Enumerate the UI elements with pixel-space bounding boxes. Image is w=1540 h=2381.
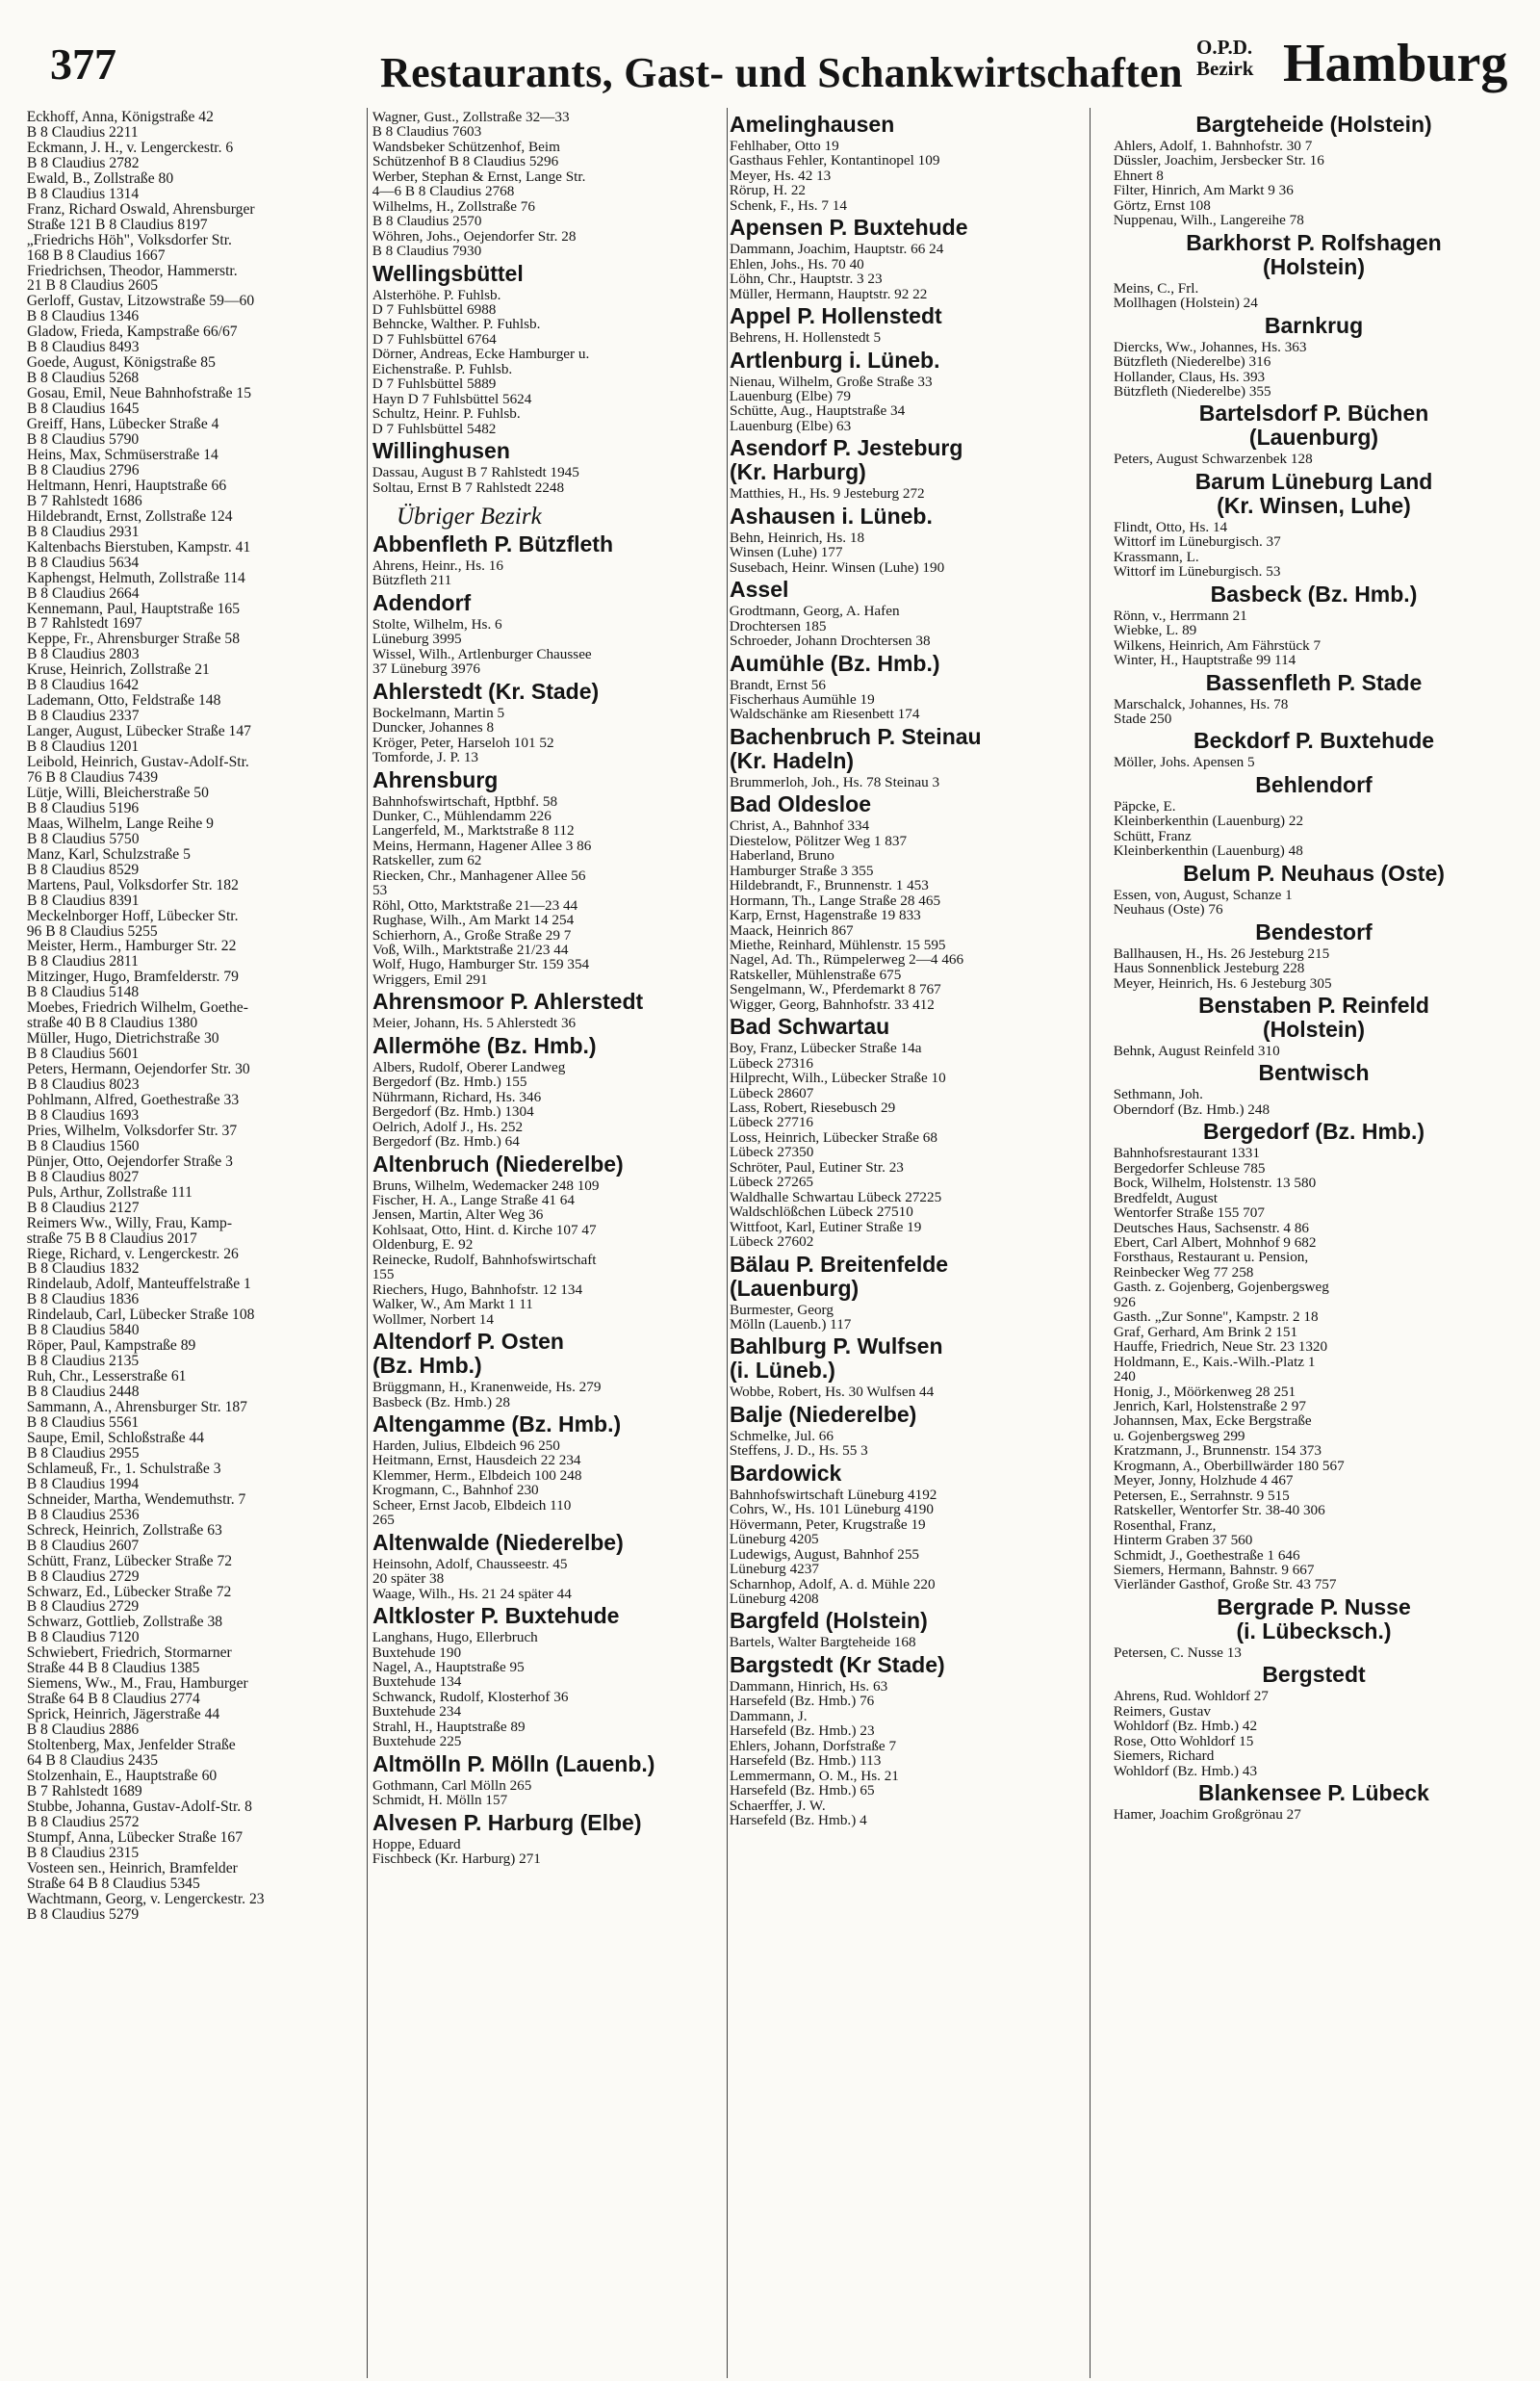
directory-entry: Pries, Wilhelm, Volksdorfer Str. 37 B 8 Claudius 1560: [27, 1122, 238, 1154]
page-header: [0, 0, 1540, 108]
directory-entry: Wiebke, L. 89: [1114, 622, 1197, 639]
directory-entry: Krogmann, A., Oberbillwärder 180 567: [1114, 1457, 1345, 1474]
place-heading: Artlenburg i. Lüneb.: [730, 347, 940, 373]
directory-entry: Nuppenau, Wilh., Langereihe 78: [1114, 212, 1304, 229]
directory-entry: Sengelmann, W., Pferdemarkt 8 767: [730, 981, 941, 998]
directory-entry: Ahlers, Adolf, 1. Bahnhofstr. 30 7: [1114, 138, 1313, 154]
directory-entry: Ratskeller, Wentorfer Str. 38-40 306: [1114, 1502, 1325, 1519]
directory-entry: Ratskeller, Mühlenstraße 675: [730, 966, 902, 983]
directory-entry: „Friedrichs Höh", Volksdorfer Str. 168 B 8 Claudius 1667: [27, 231, 232, 264]
directory-entry: Rönn, v., Herrmann 21: [1114, 607, 1247, 624]
directory-entry: Rörup, H. 22: [730, 182, 807, 199]
place-heading: Barnkrug: [1264, 312, 1364, 338]
directory-entry: Langerfeld, M., Marktstraße 8 112: [372, 822, 575, 840]
directory-entry: Krassmann, L. Wittorf im Lüneburgisch. 53: [1114, 548, 1281, 581]
directory-entry: Dörner, Andreas, Ecke Hamburger u. Eichenstraße. P. Fuhlsb. D 7 Fuhlsbüttel 5889: [372, 346, 590, 393]
directory-entry: Bruns, Wilhelm, Wedemacker 248 109: [372, 1177, 600, 1194]
directory-entry: Wobbe, Robert, Hs. 30 Wulfsen 44: [730, 1384, 935, 1401]
directory-entry: Vosteen sen., Heinrich, Bramfelder Straße 64 B 8 Claudius 5345: [27, 1859, 238, 1892]
directory-entry: Meier, Johann, Hs. 5 Ahlerstedt 36: [372, 1015, 577, 1032]
directory-entry: Schütt, Franz Kleinberkenthin (Lauenburg) 48: [1114, 827, 1303, 860]
place-heading: Bergrade P. Nusse (i. Lübecksch.): [1217, 1593, 1411, 1643]
directory-entry: Stoltenberg, Max, Jenfelder Straße 64 B 8 Claudius 2435: [27, 1737, 236, 1769]
directory-entry: Ehlen, Johs., Hs. 70 40: [730, 255, 864, 272]
directory-entry: Schmidt, H. Mölln 157: [372, 1792, 508, 1809]
directory-entry: Miethe, Reinhard, Mühlenstr. 15 595: [730, 936, 946, 953]
place-heading: Altmölln P. Mölln (Lauenb.): [372, 1750, 655, 1776]
directory-column-4: [1114, 110, 1514, 1823]
directory-entry: Siemers, Richard Wohldorf (Bz. Hmb.) 43: [1114, 1747, 1258, 1779]
directory-entry: Riechers, Hugo, Bahnhofstr. 12 134: [372, 1281, 583, 1298]
directory-entry: Nienau, Wilhelm, Große Straße 33 Lauenburg (Elbe) 79: [730, 373, 933, 404]
directory-entry: Schneider, Martha, Wendemuthstr. 7 B 8 Claudius 2536: [27, 1490, 246, 1523]
directory-entry: Behn, Heinrich, Hs. 18 Winsen (Luhe) 177: [730, 529, 865, 561]
directory-column-3: [730, 110, 1079, 1827]
place-heading: Barum Lüneburg Land (Kr. Winsen, Luhe): [1194, 468, 1433, 518]
directory-entry: Behnk, August Reinfeld 310: [1114, 1042, 1280, 1059]
directory-entry: Hildebrandt, F., Brunnenstr. 1 453: [730, 877, 929, 894]
directory-entry: Leibold, Heinrich, Gustav-Adolf-Str. 76 B 8 Claudius 7439: [27, 754, 249, 786]
place-heading: Beckdorf P. Buxtehude: [1193, 728, 1435, 754]
directory-entry: Görtz, Ernst 108: [1114, 196, 1211, 214]
directory-entry: Brüggmann, H., Kranenweide, Hs. 279 Basbeck (Bz. Hmb.) 28: [372, 1379, 602, 1410]
directory-entry: Petersen, E., Serrahnstr. 9 515: [1114, 1487, 1290, 1504]
directory-entry: Klemmer, Herm., Elbdeich 100 248: [372, 1466, 582, 1484]
directory-entry: Nagel, A., Hauptstraße 95 Buxtehude 134: [372, 1658, 525, 1691]
directory-entry: Kaltenbachs Bierstuben, Kampstr. 41 B 8 Claudius 5634: [27, 538, 251, 571]
directory-entry: Scharnhop, Adolf, A. d. Mühle 220 Lüneburg 4208: [730, 1575, 936, 1607]
place-heading: Abbenfleth P. Bützfleth: [372, 531, 614, 556]
place-heading: Appel P. Hollenstedt: [730, 303, 942, 329]
place-heading: Basbeck (Bz. Hmb.): [1210, 581, 1418, 607]
directory-entry: Grodtmann, Georg, A. Hafen Drochtersen 185: [730, 603, 900, 634]
directory-entry: Schultz, Heinr. P. Fuhlsb. D 7 Fuhlsbüttel 5482: [372, 405, 521, 437]
directory-entry: Wilkens, Heinrich, Am Fährstück 7: [1114, 636, 1322, 654]
place-heading: Blankensee P. Lübeck: [1198, 1780, 1429, 1806]
page-number: 377: [50, 39, 116, 89]
directory-entry: Hollander, Claus, Hs. 393 Bützfleth (Niederelbe) 355: [1114, 368, 1271, 400]
directory-entry: Walker, W., Am Markt 1 11: [372, 1296, 533, 1313]
directory-entry: Tomforde, J. P. 13: [372, 749, 479, 766]
directory-entry: Wilhelms, H., Zollstraße 76 B 8 Claudius 2570: [372, 197, 535, 230]
directory-entry: Johannsen, Max, Ecke Bergstraße u. Gojenbergsweg 299: [1114, 1412, 1312, 1444]
directory-entry: Harden, Julius, Elbdeich 96 250: [372, 1437, 560, 1454]
directory-entry: Langhans, Hugo, Ellerbruch Buxtehude 190: [372, 1629, 538, 1661]
directory-entry: Hildebrandt, Ernst, Zollstraße 124 B 8 Claudius 2931: [27, 507, 233, 540]
directory-entry: Meins, Hermann, Hagener Allee 3 86: [372, 837, 592, 854]
directory-entry: Heinsohn, Adolf, Chausseestr. 45 20 später 38: [372, 1555, 568, 1588]
place-heading: Ahrensburg: [372, 766, 499, 792]
directory-entry: Bergedorfer Schleuse 785: [1114, 1159, 1266, 1177]
directory-entry: Wittfoot, Karl, Eutiner Straße 19 Lübeck 27602: [730, 1218, 922, 1251]
place-heading: Altenwalde (Niederelbe): [372, 1529, 624, 1555]
directory-entry: Ahrens, Rud. Wohldorf 27: [1114, 1688, 1269, 1705]
directory-entry: Lütje, Willi, Bleicherstraße 50 B 8 Claudius 5196: [27, 784, 209, 816]
place-heading: Bad Oldesloe: [730, 791, 871, 817]
place-heading: Assel: [730, 577, 789, 603]
directory-column-1: [27, 110, 362, 1922]
directory-entry: Schreck, Heinrich, Zollstraße 63 B 8 Claudius 2607: [27, 1521, 222, 1554]
directory-entry: Rindelaub, Adolf, Manteuffelstraße 1 B 8 Claudius 1836: [27, 1276, 251, 1308]
directory-entry: Strahl, H., Hauptstraße 89 Buxtehude 225: [372, 1718, 526, 1750]
directory-entry: Franz, Richard Oswald, Ahrensburger Straße 121 B 8 Claudius 8197: [27, 200, 255, 233]
directory-entry: Dammann, J. Harsefeld (Bz. Hmb.) 23: [730, 1707, 875, 1740]
directory-entry: Behrens, H. Hollenstedt 5: [730, 329, 882, 347]
directory-entry: Goede, August, Königstraße 85 B 8 Claudius 5268: [27, 354, 216, 387]
directory-entry: Marschalck, Johannes, Hs. 78 Stade 250: [1114, 695, 1289, 727]
place-heading: Bahlburg P. Wulfsen (i. Lüneb.): [730, 1333, 943, 1384]
directory-entry: Bahnhofswirtschaft Lüneburg 4192: [730, 1486, 937, 1503]
place-heading: Bardowick: [730, 1460, 842, 1486]
directory-entry: Siemers, Hermann, Bahnstr. 9 667: [1114, 1562, 1315, 1578]
directory-entry: Reimers, Gustav Wohldorf (Bz. Hmb.) 42: [1114, 1702, 1258, 1735]
directory-entry: Manz, Karl, Schulzstraße 5 B 8 Claudius 8529: [27, 845, 191, 878]
directory-entry: Jenrich, Karl, Holstenstraße 2 97: [1114, 1398, 1306, 1415]
directory-entry: Maas, Wilhelm, Lange Reihe 9 B 8 Claudius 5750: [27, 815, 214, 847]
directory-entry: Behncke, Walther. P. Fuhlsb. D 7 Fuhlsbüttel 6764: [372, 316, 541, 348]
directory-entry: Werber, Stephan & Ernst, Lange Str. 4—6 B 8 Claudius 2768: [372, 168, 586, 200]
directory-entry: Dassau, August B 7 Rahlstedt 1945: [372, 464, 579, 481]
directory-entry: Albers, Rudolf, Oberer Landweg Bergedorf (Bz. Hmb.) 155: [372, 1058, 566, 1091]
directory-entry: Bock, Wilhelm, Holstenstr. 13 580: [1114, 1175, 1317, 1192]
directory-entry: Waage, Wilh., Hs. 21 24 später 44: [372, 1585, 572, 1602]
directory-entry: Filter, Hinrich, Am Markt 9 36: [1114, 182, 1294, 199]
directory-entry: Haus Sonnenblick Jesteburg 228: [1114, 960, 1305, 977]
place-heading: Asendorf P. Jesteburg (Kr. Harburg): [730, 435, 963, 485]
directory-entry: Petersen, C. Nusse 13: [1114, 1643, 1242, 1661]
directory-entry: Cohrs, W., Hs. 101 Lüneburg 4190: [730, 1501, 934, 1518]
place-heading: Balje (Niederelbe): [730, 1401, 917, 1427]
directory-entry: Saupe, Emil, Schloßstraße 44 B 8 Claudius 2955: [27, 1429, 205, 1462]
directory-entry: Kratzmann, J., Brunnenstr. 154 373: [1114, 1442, 1322, 1460]
directory-entry: Bartels, Walter Bargteheide 168: [730, 1634, 916, 1651]
directory-entry: Meckelnborger Hoff, Lübecker Str. 96 B 8 Claudius 5255: [27, 907, 239, 940]
directory-entry: Puls, Arthur, Zollstraße 111 B 8 Claudius 2127: [27, 1183, 192, 1216]
directory-entry: Reimers Ww., Willy, Frau, Kamp- straße 75 B 8 Claudius 2017: [27, 1214, 233, 1247]
directory-entry: Peters, Hermann, Oejendorfer Str. 30 B 8 Claudius 8023: [27, 1061, 250, 1094]
opd-abbrev: O.P.D.: [1196, 36, 1253, 59]
column-rule: [727, 108, 728, 2378]
directory-entry: Heltmann, Henri, Hauptstraße 66 B 7 Rahlstedt 1686: [27, 477, 227, 509]
directory-entry: Nagel, Ad. Th., Rümpelerweg 2—4 466: [730, 951, 964, 969]
directory-entry: Wigger, Georg, Bahnhofstr. 33 412: [730, 996, 935, 1013]
place-heading: Altenbruch (Niederelbe): [372, 1151, 624, 1177]
directory-entry: Bockelmann, Martin 5: [372, 704, 505, 721]
directory-entry: Hamer, Joachim Großgrönau 27: [1114, 1806, 1301, 1823]
directory-entry: Nührmann, Richard, Hs. 346 Bergedorf (Bz. Hmb.) 1304: [372, 1088, 542, 1121]
directory-entry: Rose, Otto Wohldorf 15: [1114, 1732, 1254, 1749]
directory-entry: Stumpf, Anna, Lübecker Straße 167 B 8 Claudius 2315: [27, 1828, 244, 1861]
directory-entry: Forsthaus, Restaurant u. Pension, Reinbecker Weg 77 258: [1114, 1249, 1309, 1281]
place-heading: Ahlerstedt (Kr. Stade): [372, 678, 600, 704]
directory-entry: Gerloff, Gustav, Litzowstraße 59—60 B 8 Claudius 1346: [27, 293, 255, 325]
place-heading: Apensen P. Buxtehude: [730, 215, 968, 241]
directory-entry: Meyer, Jonny, Holzhude 4 467: [1114, 1472, 1294, 1489]
directory-entry: Eckhoff, Anna, Königstraße 42 B 8 Claudius 2211: [27, 110, 214, 141]
place-heading: Wellingsbüttel: [372, 260, 524, 286]
directory-entry: Hilprecht, Wilh., Lübecker Straße 10 Lübeck 28607: [730, 1070, 946, 1101]
directory-entry: Waldhalle Schwartau Lübeck 27225: [730, 1188, 942, 1205]
directory-entry: Jensen, Martin, Alter Weg 36: [372, 1206, 544, 1224]
directory-entry: Hövermann, Peter, Krugstraße 19 Lüneburg 4205: [730, 1515, 926, 1548]
directory-entry: Krogmann, C., Bahnhof 230: [372, 1482, 539, 1499]
directory-entry: Duncker, Johannes 8: [372, 719, 495, 737]
directory-entry: Essen, von, August, Schanze 1 Neuhaus (Oste) 76: [1114, 886, 1293, 919]
place-heading: Bargteheide (Holstein): [1195, 112, 1432, 137]
directory-entry: Kennemann, Paul, Hauptstraße 165 B 7 Rahlstedt 1697: [27, 600, 240, 633]
directory-entry: Flindt, Otto, Hs. 14 Wittorf im Lüneburgisch. 37: [1114, 518, 1281, 551]
directory-entry: Meister, Herm., Hamburger Str. 22 B 8 Claudius 2811: [27, 938, 237, 971]
directory-entry: Rosenthal, Franz, Hinterm Graben 37 560: [1114, 1516, 1253, 1549]
directory-entry: Bahnhofswirtschaft, Hptbhf. 58: [372, 792, 558, 810]
directory-entry: Matthies, H., Hs. 9 Jesteburg 272: [730, 485, 925, 503]
directory-entry: Martens, Paul, Volksdorfer Str. 182 B 8 Claudius 8391: [27, 876, 239, 909]
directory-entry: Fischer, H. A., Lange Straße 41 64: [372, 1192, 575, 1209]
directory-entry: Ruh, Chr., Lesserstraße 61 B 8 Claudius 2448: [27, 1368, 187, 1401]
place-heading: Ahrensmoor P. Ahlerstedt: [372, 989, 644, 1015]
directory-entry: Kruse, Heinrich, Zollstraße 21 B 8 Claudius 1642: [27, 661, 210, 694]
place-heading: Adendorf: [372, 589, 472, 615]
directory-entry: Loss, Heinrich, Lübecker Straße 68 Lübeck 27350: [730, 1128, 937, 1161]
directory-entry: Meyer, Heinrich, Hs. 6 Jesteburg 305: [1114, 974, 1332, 992]
directory-entry: Rindelaub, Carl, Lübecker Straße 108 B 8 Claudius 5840: [27, 1307, 255, 1339]
directory-entry: Schlameuß, Fr., 1. Schulstraße 3 B 8 Claudius 1994: [27, 1460, 221, 1492]
directory-entry: Ewald, B., Zollstraße 80 B 8 Claudius 1314: [27, 169, 174, 202]
directory-entry: Bahnhofsrestaurant 1331: [1114, 1145, 1260, 1162]
directory-entry: Greiff, Hans, Lübecker Straße 4 B 8 Claudius 5790: [27, 416, 219, 449]
directory-entry: Langer, August, Lübecker Straße 147 B 8 Claudius 1201: [27, 723, 251, 756]
directory-entry: Brummerloh, Joh., Hs. 78 Steinau 3: [730, 773, 940, 790]
directory-entry: Waldschänke am Riesenbett 174: [730, 706, 920, 723]
directory-entry: Fischerhaus Aumühle 19: [730, 690, 875, 708]
directory-entry: Meyer, Hs. 42 13: [730, 167, 832, 184]
directory-entry: Ahrens, Heinr., Hs. 16 Bützfleth 211: [372, 556, 503, 589]
directory-entry: Heins, Max, Schmüserstraße 14 B 8 Claudius 2796: [27, 446, 218, 479]
directory-entry: Schwiebert, Friedrich, Stormarner Straße 44 B 8 Claudius 1385: [27, 1644, 232, 1677]
directory-entry: Ballhausen, H., Hs. 26 Jesteburg 215: [1114, 945, 1330, 962]
directory-entry: Burmester, Georg Mölln (Lauenb.) 117: [730, 1301, 852, 1333]
directory-entry: Dunker, C., Mühlendamm 226: [372, 807, 552, 824]
place-heading: Willinghusen: [372, 438, 510, 464]
column-rule: [1090, 108, 1091, 2378]
place-heading: Ashausen i. Lüneb.: [730, 503, 933, 529]
place-heading: Bergstedt: [1262, 1662, 1366, 1688]
directory-entry: Winter, H., Hauptstraße 99 114: [1114, 652, 1296, 669]
directory-entry: Graf, Gerhard, Am Brink 2 151: [1114, 1323, 1298, 1340]
directory-entry: Schwarz, Gottlieb, Zollstraße 38 B 8 Claudius 7120: [27, 1614, 223, 1646]
directory-entry: Schenk, F., Hs. 7 14: [730, 196, 847, 214]
page-title: Restaurants, Gast- und Schankwirtschaften: [380, 49, 1183, 96]
place-heading: Bartelsdorf P. Büchen (Lauenburg): [1198, 401, 1429, 451]
directory-entry: Riege, Richard, v. Lengerckestr. 26 B 8 Claudius 1832: [27, 1245, 239, 1278]
directory-entry: Mitzinger, Hugo, Bramfelderstr. 79 B 8 Claudius 5148: [27, 969, 239, 1001]
directory-entry: Keppe, Fr., Ahrensburger Straße 58 B 8 Claudius 2803: [27, 631, 241, 663]
directory-entry: Schaerffer, J. W. Harsefeld (Bz. Hmb.) 4: [730, 1797, 867, 1828]
directory-entry: Schwarz, Ed., Lübecker Straße 72 B 8 Claudius 2729: [27, 1583, 232, 1616]
place-heading: Aumühle (Bz. Hmb.): [730, 650, 940, 676]
directory-entry: Brandt, Ernst 56: [730, 676, 826, 693]
directory-entry: Röhl, Otto, Marktstraße 21—23 44: [372, 896, 578, 914]
directory-entry: Oelrich, Adolf J., Hs. 252 Bergedorf (Bz. Hmb.) 64: [372, 1118, 524, 1151]
directory-entry: Kaphengst, Helmuth, Zollstraße 114 B 8 Claudius 2664: [27, 569, 245, 602]
directory-entry: Eckmann, J. H., v. Lengerckestr. 6 B 8 Claudius 2782: [27, 139, 234, 171]
directory-entry: Gasthaus Fehler, Kontantinopel 109: [730, 152, 940, 169]
directory-entry: Haberland, Bruno Hamburger Straße 3 355: [730, 847, 874, 879]
directory-entry: Kröger, Peter, Harseloh 101 52: [372, 734, 554, 751]
directory-entry: Wachtmann, Georg, v. Lengerckestr. 23 B 8 Claudius 5279: [27, 1890, 265, 1923]
directory-entry: Lass, Robert, Riesebusch 29 Lübeck 27716: [730, 1100, 896, 1131]
directory-entry: Ehlers, Johann, Dorfstraße 7 Harsefeld (Bz. Hmb.) 113: [730, 1737, 897, 1770]
directory-entry: Dammann, Joachim, Hauptstr. 66 24: [730, 241, 944, 258]
place-heading: Bassenfleth P. Stade: [1205, 669, 1423, 695]
place-heading: Amelinghausen: [730, 112, 895, 137]
place-heading: Altendorf P. Osten (Bz. Hmb.): [372, 1329, 564, 1379]
place-heading: Bad Schwartau: [730, 1014, 890, 1040]
directory-entry: Reinecke, Rudolf, Bahnhofswirtschaft 155: [372, 1251, 597, 1283]
directory-entry: Steffens, J. D., Hs. 55 3: [730, 1442, 868, 1460]
directory-entry: Ludewigs, August, Bahnhof 255 Lüneburg 4237: [730, 1545, 920, 1578]
directory-entry: Vierländer Gasthof, Große Str. 43 757: [1114, 1576, 1337, 1593]
place-heading: Altkloster P. Buxtehude: [372, 1603, 620, 1629]
directory-entry: Wolf, Hugo, Hamburger Str. 159 354: [372, 956, 590, 973]
directory-entry: Scheer, Ernst Jacob, Elbdeich 110 265: [372, 1496, 572, 1529]
directory-entry: Müller, Hermann, Hauptstr. 92 22: [730, 285, 928, 302]
directory-entry: Schierhorn, A., Große Straße 29 7: [372, 926, 572, 944]
place-heading: Bentwisch: [1258, 1060, 1370, 1086]
directory-entry: Riecken, Chr., Manhagener Allee 56 53: [372, 867, 586, 899]
directory-entry: Pünjer, Otto, Oejendorfer Straße 3 B 8 Claudius 8027: [27, 1152, 233, 1185]
directory-entry: Wandsbeker Schützenhof, Beim Schützenhof B 8 Claudius 5296: [372, 138, 560, 170]
directory-column-2: [372, 110, 725, 1867]
directory-entry: Röper, Paul, Kampstraße 89 B 8 Claudius 2135: [27, 1337, 196, 1370]
directory-entry: Schröter, Paul, Eutiner Str. 23 Lübeck 27265: [730, 1158, 904, 1191]
directory-entry: Oldenburg, E. 92: [372, 1236, 474, 1254]
directory-entry: Schroeder, Johann Drochtersen 38: [730, 633, 931, 650]
opd-label: [1196, 37, 1253, 79]
place-heading: Bendestorf: [1255, 919, 1373, 945]
place-heading: Allermöhe (Bz. Hmb.): [372, 1032, 597, 1058]
directory-entry: Moebes, Friedrich Wilhelm, Goethe- straße 40 B 8 Claudius 1380: [27, 999, 248, 1032]
directory-entry: Meins, C., Frl. Mollhagen (Holstein) 24: [1114, 279, 1258, 312]
directory-entry: Schwanck, Rudolf, Klosterhof 36 Buxtehude 234: [372, 1688, 569, 1721]
place-heading: Altengamme (Bz. Hmb.): [372, 1411, 622, 1436]
directory-entry: Dammann, Hinrich, Hs. 63 Harsefeld (Bz. Hmb.) 76: [730, 1677, 888, 1710]
directory-entry: Schmelke, Jul. 66: [730, 1427, 834, 1444]
directory-entry: Gothmann, Carl Mölln 265: [372, 1776, 532, 1794]
section-heading: Übriger Bezirk: [397, 503, 542, 530]
place-heading: Bergedorf (Bz. Hmb.): [1203, 1119, 1424, 1145]
directory-entry: Soltau, Ernst B 7 Rahlstedt 2248: [372, 479, 565, 496]
directory-entry: Sethmann, Joh. Oberndorf (Bz. Hmb.) 248: [1114, 1086, 1270, 1118]
place-heading: Behlendorf: [1255, 771, 1373, 797]
directory-entry: Müller, Hugo, Dietrichstraße 30 B 8 Claudius 5601: [27, 1030, 219, 1063]
directory-entry: Wollmer, Norbert 14: [372, 1310, 494, 1328]
directory-entry: Friedrichsen, Theodor, Hammerstr. 21 B 8 Claudius 2605: [27, 262, 238, 295]
directory-entry: Hoppe, Eduard Fischbeck (Kr. Harburg) 271: [372, 1835, 541, 1867]
directory-entry: Wöhren, Johs., Oejendorfer Str. 28 B 8 Claudius 7930: [372, 227, 577, 260]
place-heading: Bargfeld (Holstein): [730, 1608, 928, 1634]
directory-entry: Sammann, A., Ahrensburger Str. 187 B 8 Claudius 5561: [27, 1399, 247, 1432]
directory-entry: Diestelow, Pölitzer Weg 1 837: [730, 832, 908, 849]
directory-entry: Waldschlößchen Lübeck 27510: [730, 1203, 913, 1221]
directory-entry: Wriggers, Emil 291: [372, 971, 488, 988]
directory-entry: Wagner, Gust., Zollstraße 32—33 B 8 Claudius 7603: [372, 110, 570, 141]
bezirk-label: Bezirk: [1196, 57, 1254, 80]
directory-entry: Möller, Johs. Apensen 5: [1114, 754, 1255, 771]
directory-entry: Susebach, Heinr. Winsen (Luhe) 190: [730, 558, 945, 576]
directory-entry: Lademann, Otto, Feldstraße 148 B 8 Claudius 2337: [27, 692, 221, 725]
place-heading: Bachenbruch P. Steinau (Kr. Hadeln): [730, 723, 982, 773]
directory-entry: Deutsches Haus, Sachsenstr. 4 86: [1114, 1219, 1310, 1236]
directory-entry: Gasth. z. Gojenberg, Gojenbergsweg 926: [1114, 1279, 1329, 1310]
directory-entry: Stolte, Wilhelm, Hs. 6 Lüneburg 3995: [372, 615, 502, 648]
place-heading: Barkhorst P. Rolfshagen (Holstein): [1186, 229, 1442, 279]
directory-entry: Alsterhöhe. P. Fuhlsb. D 7 Fuhlsbüttel 6988: [372, 286, 501, 318]
place-heading: Bargstedt (Kr Stade): [730, 1651, 945, 1677]
directory-entry: Schmidt, J., Goethestraße 1 646: [1114, 1546, 1300, 1564]
place-heading: Bälau P. Breitenfelde (Lauenburg): [730, 1251, 949, 1301]
directory-entry: Diercks, Ww., Johannes, Hs. 363 Bützfleth (Niederelbe) 316: [1114, 338, 1307, 371]
directory-entry: Bredfeldt, August Wentorfer Straße 155 707: [1114, 1189, 1265, 1222]
directory-entry: Fehlhaber, Otto 19: [730, 138, 839, 154]
directory-entry: Stolzenhain, E., Hauptstraße 60 B 7 Rahlstedt 1689: [27, 1767, 218, 1799]
directory-entry: Voß, Wilh., Marktstraße 21/23 44: [372, 942, 569, 959]
directory-entry: Peters, August Schwarzenbek 128: [1114, 451, 1313, 468]
directory-entry: Honig, J., Möörkenweg 28 251: [1114, 1383, 1296, 1400]
directory-entry: Päpcke, E. Kleinberkenthin (Lauenburg) 22: [1114, 797, 1304, 830]
directory-entry: Löhn, Chr., Hauptstr. 3 23: [730, 271, 883, 288]
directory-entry: Boy, Franz, Lübecker Straße 14a Lübeck 27316: [730, 1040, 922, 1072]
directory-entry: Sprick, Heinrich, Jägerstraße 44 B 8 Claudius 2886: [27, 1706, 220, 1739]
directory-entry: Schütte, Aug., Hauptstraße 34 Lauenburg (Elbe) 63: [730, 402, 906, 434]
directory-entry: Rughase, Wilh., Am Markt 14 254: [372, 912, 575, 929]
directory-entry: Hauffe, Friedrich, Neue Str. 23 1320: [1114, 1338, 1328, 1356]
directory-entry: Hayn D 7 Fuhlsbüttel 5624: [372, 390, 532, 407]
directory-entry: Pohlmann, Alfred, Goethestraße 33 B 8 Claudius 1693: [27, 1092, 240, 1124]
directory-entry: Gasth. „Zur Sonne", Kampstr. 2 18: [1114, 1308, 1319, 1326]
directory-entry: Wissel, Wilh., Artlenburger Chaussee 37 Lüneburg 3976: [372, 645, 592, 678]
directory-entry: Hormann, Th., Lange Straße 28 465: [730, 892, 941, 909]
directory-entry: Ehnert 8: [1114, 167, 1164, 184]
directory-entry: Ebert, Carl Albert, Mohnhof 9 682: [1114, 1234, 1317, 1252]
place-heading: Alvesen P. Harburg (Elbe): [372, 1809, 642, 1835]
directory-entry: Gladow, Frieda, Kampstraße 66/67 B 8 Claudius 8493: [27, 324, 238, 356]
directory-entry: Kohlsaat, Otto, Hint. d. Kirche 107 47: [372, 1221, 597, 1238]
directory-entry: Ratskeller, zum 62: [372, 852, 482, 869]
column-rule: [367, 108, 368, 2378]
directory-entry: Heitmann, Ernst, Hausdeich 22 234: [372, 1452, 581, 1469]
place-heading: Belum P. Neuhaus (Oste): [1183, 860, 1445, 886]
region-title: Hamburg: [1283, 34, 1508, 93]
place-heading: Benstaben P. Reinfeld (Holstein): [1198, 992, 1429, 1042]
directory-entry: Maack, Heinrich 867: [730, 921, 854, 939]
directory-entry: Schütt, Franz, Lübecker Straße 72 B 8 Claudius 2729: [27, 1552, 233, 1585]
directory-entry: Stubbe, Johanna, Gustav-Adolf-Str. 8 B 8 Claudius 2572: [27, 1798, 252, 1830]
directory-entry: Holdmann, E., Kais.-Wilh.-Platz 1 240: [1114, 1353, 1316, 1385]
directory-entry: Karp, Ernst, Hagenstraße 19 833: [730, 907, 921, 924]
directory-entry: Christ, A., Bahnhof 334: [730, 817, 870, 835]
directory-entry: Gosau, Emil, Neue Bahnhofstraße 15 B 8 Claudius 1645: [27, 385, 251, 418]
directory-entry: Lemmermann, O. M., Hs. 21 Harsefeld (Bz. Hmb.) 65: [730, 1767, 899, 1799]
directory-entry: Siemens, Ww., M., Frau, Hamburger Straße 64 B 8 Claudius 2774: [27, 1675, 248, 1708]
directory-entry: Düssler, Joachim, Jersbecker Str. 16: [1114, 152, 1324, 169]
